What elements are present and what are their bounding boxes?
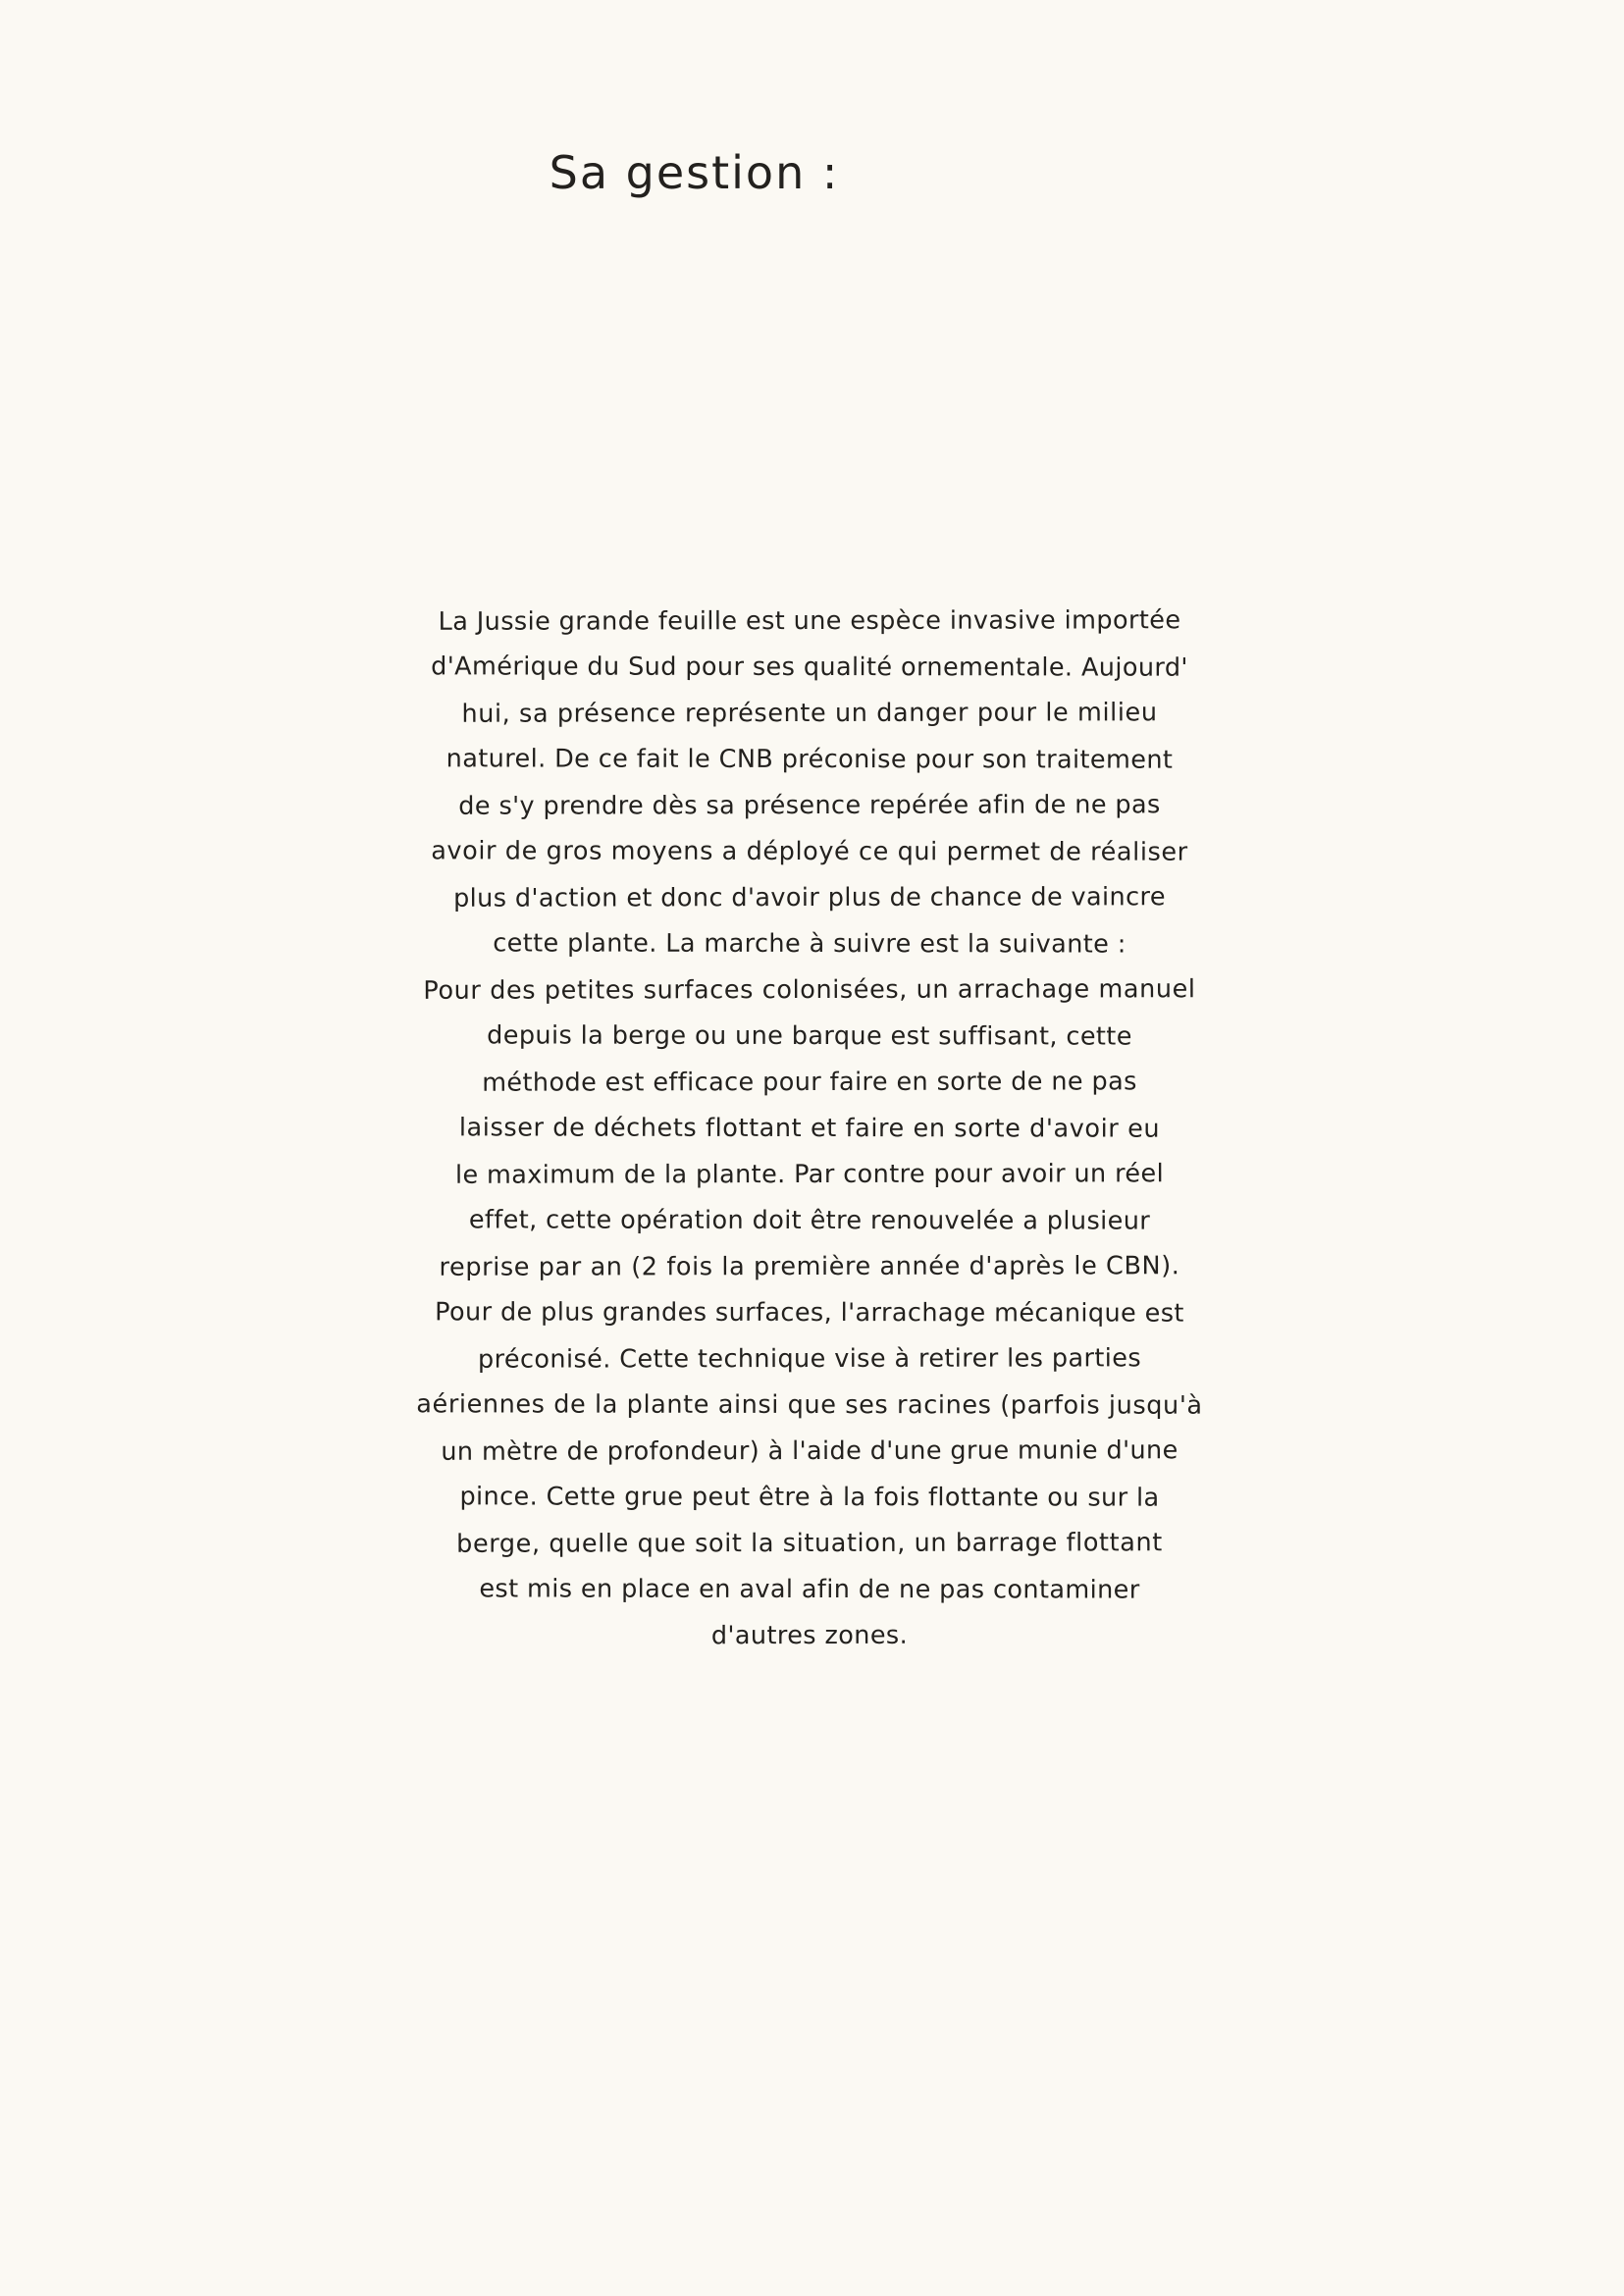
text-line: d'Amérique du Sud pour ses qualité ornementale. Aujourd'	[431, 652, 1188, 683]
text-line: le maximum de la plante. Par contre pour avoir un réel	[454, 1159, 1165, 1190]
text-line: plus d'action et donc d'avoir plus de chance de vaincre	[453, 882, 1166, 913]
text-line: naturel. De ce fait le CNB préconise pour son traitement	[445, 744, 1174, 775]
text-line: aériennes de la plante ainsi que ses racines (parfois jusqu'à	[416, 1389, 1203, 1421]
text-line: effet, cette opération doit être renouvelée a plusieur	[468, 1205, 1151, 1236]
text-line: avoir de gros moyens a déployé ce qui permet de réaliser	[431, 836, 1188, 867]
text-line: La Jussie grande feuille est une espèce invasive importée	[438, 605, 1181, 637]
text-line: cette plante. La marche à suivre est la suivante :	[493, 928, 1126, 960]
text-line: préconisé. Cette technique vise à retirer les parties	[477, 1343, 1142, 1375]
text-line: hui, sa présence représente un danger pour le milieu	[461, 698, 1158, 729]
text-line: d'autres zones.	[710, 1620, 909, 1651]
text-line: depuis la berge ou une barque est suffisant, cette	[487, 1020, 1132, 1052]
body-paragraph	[324, 599, 1295, 1659]
text-line: laisser de déchets flottant et faire en sorte d'avoir eu	[458, 1113, 1161, 1144]
text-line: est mis en place en aval afin de ne pas contaminer	[479, 1574, 1140, 1605]
text-line: Pour de plus grandes surfaces, l'arrachage mécanique est	[435, 1297, 1184, 1329]
page-title: Sa gestion :	[549, 145, 840, 199]
text-line: méthode est efficace pour faire en sorte de ne pas	[482, 1067, 1137, 1098]
text-line: Pour des petites surfaces colonisées, un arrachage manuel	[423, 974, 1196, 1006]
text-line: un mètre de profondeur) à l'aide d'une grue munie d'une	[441, 1435, 1179, 1467]
text-line: de s'y prendre dès sa présence repérée afin de ne pas	[458, 790, 1161, 821]
text-line: pince. Cette grue peut être à la fois flottante ou sur la	[459, 1482, 1160, 1513]
text-line: berge, quelle que soit la situation, un barrage flottant	[456, 1528, 1163, 1559]
text-line: reprise par an (2 fois la première année d'après le CBN).	[439, 1251, 1180, 1282]
